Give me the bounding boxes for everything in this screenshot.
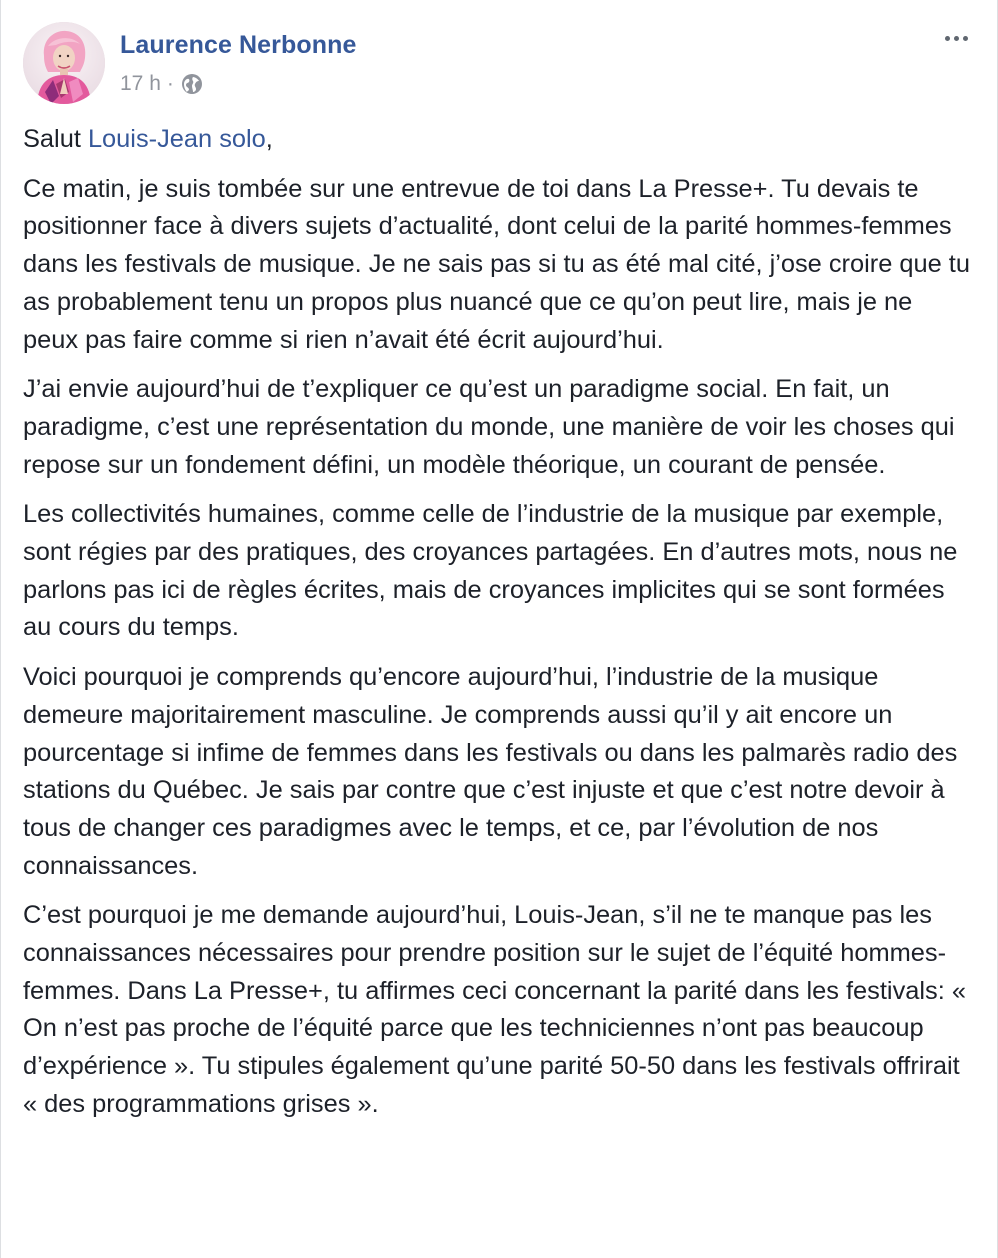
post-paragraph: Voici pourquoi je comprends qu’encore aujourd’hui, l’industrie de la musique demeure majoritairement masculine. Je comprends aussi qu’il y ait encore un pourcentage si infime de femmes dans les festivals ou dans les palmarès radio des stations du Québec. Je sais par contre que c’est injuste et que c’est notre devoir à tous de changer ces paradigmes avec le temps, et ce, par l’évolution de nos connaissances.	[23, 663, 958, 880]
avatar-image	[23, 22, 105, 104]
post-header	[23, 22, 973, 108]
greeting-suffix: ,	[265, 125, 273, 153]
greeting-prefix: Salut	[23, 125, 88, 153]
post-body	[23, 121, 973, 1136]
author-name[interactable]: Laurence Nerbonne	[120, 31, 357, 59]
post-paragraph: J’ai envie aujourd’hui de t’expliquer ce qu’est un paradigme social. En fait, un paradigme, c’est une représentation du monde, une manière de voir les choses qui repose sur un fondement défini, un modèle théorique, un courant de pensée.	[23, 375, 955, 479]
post-paragraph: Les collectivités humaines, comme celle de l’industrie de la musique par exemple, sont régies par des pratiques, des croyances partagées. En d’autres mots, nous ne parlons pas ici de règles écrites, mais de croyances implicites qui se sont formées au cours du temps.	[23, 500, 958, 642]
post-paragraph: C’est pourquoi je me demande aujourd’hui, Louis-Jean, s’il ne te manque pas les connaissances nécessaires pour prendre position sur le sujet de l’équité hommes-femmes. Dans La Presse+, tu affirmes ceci concernant la parité dans les festivals: « On n’est pas proche de l’équité parce que les techniciennes n’ont pas beaucoup d’expérience ». Tu stipules également qu’une parité 50-50 dans les festivals offrirait « des programmations grises ».	[23, 901, 966, 1118]
author-avatar[interactable]	[23, 22, 105, 104]
post-greeting	[23, 121, 973, 159]
mention-link[interactable]: Louis-Jean solo	[87, 125, 266, 153]
more-options-icon[interactable]	[939, 24, 973, 52]
globe-icon[interactable]	[181, 73, 203, 95]
post-paragraph: Ce matin, je suis tombée sur une entrevue de toi dans La Presse+. Tu devais te positionner face à divers sujets d’actualité, dont celui de la parité hommes-femmes dans les festivals de musique. Je ne sais pas si tu as été mal cité, j’ose croire que tu as probablement tenu un propos plus nuancé que ce qu’on peut lire, mais je ne peux pas faire comme si rien n’avait été écrit aujourd’hui.	[23, 174, 970, 354]
post-meta	[120, 71, 203, 97]
post-timestamp[interactable]: 17 h	[120, 72, 161, 95]
meta-separator: ·	[166, 72, 174, 95]
